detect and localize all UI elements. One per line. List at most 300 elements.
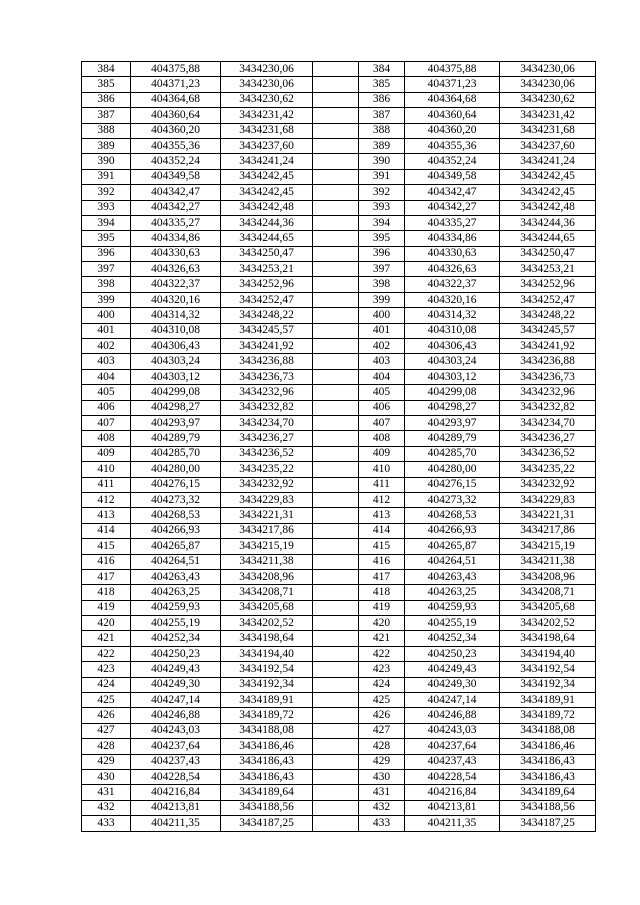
left-point-number-cell: 386 <box>82 92 131 107</box>
left-x-coordinate-cell: 404352,24 <box>131 154 221 169</box>
left-point-number-cell: 414 <box>82 523 131 538</box>
left-y-coordinate-cell: 3434232,92 <box>221 477 313 492</box>
left-point-number-cell: 389 <box>82 138 131 153</box>
column-gap <box>313 369 359 384</box>
right-point-number-cell: 398 <box>359 277 405 292</box>
column-gap <box>313 785 359 800</box>
left-y-coordinate-cell: 3434205,68 <box>221 600 313 615</box>
column-gap <box>313 354 359 369</box>
right-x-coordinate-cell: 404289,79 <box>405 431 500 446</box>
table-row <box>82 662 596 677</box>
right-point-number-cell: 417 <box>359 569 405 584</box>
left-x-coordinate-cell: 404237,43 <box>131 754 221 769</box>
left-point-number-cell: 399 <box>82 292 131 307</box>
left-x-coordinate-cell: 404246,88 <box>131 708 221 723</box>
right-y-coordinate-cell: 3434186,46 <box>500 739 596 754</box>
column-gap <box>313 616 359 631</box>
column-gap <box>313 385 359 400</box>
right-point-number-cell: 390 <box>359 154 405 169</box>
right-point-number-cell: 415 <box>359 539 405 554</box>
right-y-coordinate-cell: 3434231,42 <box>500 108 596 123</box>
left-y-coordinate-cell: 3434229,83 <box>221 492 313 507</box>
right-y-coordinate-cell: 3434241,92 <box>500 339 596 354</box>
table-row <box>82 708 596 723</box>
table-row <box>82 754 596 769</box>
right-point-number-cell: 418 <box>359 585 405 600</box>
left-x-coordinate-cell: 404243,03 <box>131 723 221 738</box>
left-y-coordinate-cell: 3434253,21 <box>221 262 313 277</box>
right-x-coordinate-cell: 404237,64 <box>405 739 500 754</box>
left-x-coordinate-cell: 404349,58 <box>131 169 221 184</box>
left-y-coordinate-cell: 3434217,86 <box>221 523 313 538</box>
left-x-coordinate-cell: 404273,32 <box>131 492 221 507</box>
left-point-number-cell: 419 <box>82 600 131 615</box>
column-gap <box>313 92 359 107</box>
right-y-coordinate-cell: 3434189,64 <box>500 785 596 800</box>
left-y-coordinate-cell: 3434231,68 <box>221 123 313 138</box>
left-y-coordinate-cell: 3434236,73 <box>221 369 313 384</box>
right-x-coordinate-cell: 404355,36 <box>405 138 500 153</box>
right-y-coordinate-cell: 3434202,52 <box>500 616 596 631</box>
column-gap <box>313 277 359 292</box>
right-y-coordinate-cell: 3434217,86 <box>500 523 596 538</box>
column-gap <box>313 200 359 215</box>
right-point-number-cell: 400 <box>359 308 405 323</box>
table-row <box>82 385 596 400</box>
left-point-number-cell: 424 <box>82 677 131 692</box>
left-x-coordinate-cell: 404342,27 <box>131 200 221 215</box>
right-point-number-cell: 426 <box>359 708 405 723</box>
column-gap <box>313 693 359 708</box>
column-gap <box>313 292 359 307</box>
column-gap <box>313 215 359 230</box>
left-x-coordinate-cell: 404360,20 <box>131 123 221 138</box>
left-point-number-cell: 415 <box>82 539 131 554</box>
left-y-coordinate-cell: 3434202,52 <box>221 616 313 631</box>
table-row <box>82 554 596 569</box>
left-y-coordinate-cell: 3434230,06 <box>221 62 313 77</box>
right-x-coordinate-cell: 404298,27 <box>405 400 500 415</box>
right-x-coordinate-cell: 404266,93 <box>405 523 500 538</box>
left-x-coordinate-cell: 404360,64 <box>131 108 221 123</box>
table-row <box>82 92 596 107</box>
column-gap <box>313 154 359 169</box>
left-point-number-cell: 431 <box>82 785 131 800</box>
right-x-coordinate-cell: 404280,00 <box>405 462 500 477</box>
right-point-number-cell: 397 <box>359 262 405 277</box>
right-point-number-cell: 401 <box>359 323 405 338</box>
right-x-coordinate-cell: 404334,86 <box>405 231 500 246</box>
left-point-number-cell: 425 <box>82 693 131 708</box>
left-point-number-cell: 429 <box>82 754 131 769</box>
table-row <box>82 800 596 815</box>
right-y-coordinate-cell: 3434236,27 <box>500 431 596 446</box>
column-gap <box>313 554 359 569</box>
table-row <box>82 277 596 292</box>
right-y-coordinate-cell: 3434221,31 <box>500 508 596 523</box>
right-y-coordinate-cell: 3434242,45 <box>500 169 596 184</box>
left-x-coordinate-cell: 404355,36 <box>131 138 221 153</box>
right-y-coordinate-cell: 3434189,91 <box>500 693 596 708</box>
left-point-number-cell: 388 <box>82 123 131 138</box>
right-x-coordinate-cell: 404259,93 <box>405 600 500 615</box>
table-row <box>82 323 596 338</box>
column-gap <box>313 138 359 153</box>
right-x-coordinate-cell: 404264,51 <box>405 554 500 569</box>
left-x-coordinate-cell: 404211,35 <box>131 816 221 831</box>
column-gap <box>313 569 359 584</box>
column-gap <box>313 816 359 831</box>
left-point-number-cell: 395 <box>82 231 131 246</box>
column-gap <box>313 523 359 538</box>
table-row <box>82 816 596 831</box>
left-y-coordinate-cell: 3434232,82 <box>221 400 313 415</box>
right-x-coordinate-cell: 404303,24 <box>405 354 500 369</box>
right-x-coordinate-cell: 404237,43 <box>405 754 500 769</box>
right-y-coordinate-cell: 3434252,47 <box>500 292 596 307</box>
right-point-number-cell: 392 <box>359 185 405 200</box>
right-y-coordinate-cell: 3434241,24 <box>500 154 596 169</box>
left-y-coordinate-cell: 3434189,64 <box>221 785 313 800</box>
left-x-coordinate-cell: 404364,68 <box>131 92 221 107</box>
left-y-coordinate-cell: 3434208,96 <box>221 569 313 584</box>
right-y-coordinate-cell: 3434189,72 <box>500 708 596 723</box>
left-x-coordinate-cell: 404255,19 <box>131 616 221 631</box>
left-y-coordinate-cell: 3434186,43 <box>221 769 313 784</box>
table-row <box>82 108 596 123</box>
left-y-coordinate-cell: 3434208,71 <box>221 585 313 600</box>
column-gap <box>313 477 359 492</box>
left-y-coordinate-cell: 3434235,22 <box>221 462 313 477</box>
table-row <box>82 693 596 708</box>
left-point-number-cell: 392 <box>82 185 131 200</box>
table-row <box>82 477 596 492</box>
right-y-coordinate-cell: 3434208,96 <box>500 569 596 584</box>
left-x-coordinate-cell: 404314,32 <box>131 308 221 323</box>
left-x-coordinate-cell: 404263,25 <box>131 585 221 600</box>
table-row <box>82 200 596 215</box>
right-point-number-cell: 414 <box>359 523 405 538</box>
left-x-coordinate-cell: 404375,88 <box>131 62 221 77</box>
right-point-number-cell: 412 <box>359 492 405 507</box>
right-point-number-cell: 432 <box>359 800 405 815</box>
right-x-coordinate-cell: 404303,12 <box>405 369 500 384</box>
left-x-coordinate-cell: 404330,63 <box>131 246 221 261</box>
left-y-coordinate-cell: 3434236,52 <box>221 446 313 461</box>
right-y-coordinate-cell: 3434252,96 <box>500 277 596 292</box>
column-gap <box>313 492 359 507</box>
left-y-coordinate-cell: 3434248,22 <box>221 308 313 323</box>
right-y-coordinate-cell: 3434235,22 <box>500 462 596 477</box>
right-x-coordinate-cell: 404371,23 <box>405 77 500 92</box>
right-x-coordinate-cell: 404299,08 <box>405 385 500 400</box>
table-row <box>82 677 596 692</box>
right-point-number-cell: 409 <box>359 446 405 461</box>
column-gap <box>313 662 359 677</box>
left-point-number-cell: 422 <box>82 646 131 661</box>
left-y-coordinate-cell: 3434241,24 <box>221 154 313 169</box>
right-y-coordinate-cell: 3434234,70 <box>500 415 596 430</box>
column-gap <box>313 723 359 738</box>
table-row <box>82 138 596 153</box>
left-y-coordinate-cell: 3434198,64 <box>221 631 313 646</box>
table-row <box>82 169 596 184</box>
left-y-coordinate-cell: 3434192,34 <box>221 677 313 692</box>
right-point-number-cell: 430 <box>359 769 405 784</box>
right-y-coordinate-cell: 3434236,73 <box>500 369 596 384</box>
left-y-coordinate-cell: 3434221,31 <box>221 508 313 523</box>
left-y-coordinate-cell: 3434242,45 <box>221 169 313 184</box>
left-x-coordinate-cell: 404265,87 <box>131 539 221 554</box>
left-x-coordinate-cell: 404228,54 <box>131 769 221 784</box>
column-gap <box>313 754 359 769</box>
left-point-number-cell: 427 <box>82 723 131 738</box>
left-point-number-cell: 387 <box>82 108 131 123</box>
table-row <box>82 523 596 538</box>
right-x-coordinate-cell: 404255,19 <box>405 616 500 631</box>
left-y-coordinate-cell: 3434230,06 <box>221 77 313 92</box>
left-x-coordinate-cell: 404320,16 <box>131 292 221 307</box>
left-y-coordinate-cell: 3434231,42 <box>221 108 313 123</box>
right-point-number-cell: 404 <box>359 369 405 384</box>
right-point-number-cell: 419 <box>359 600 405 615</box>
right-point-number-cell: 386 <box>359 92 405 107</box>
left-x-coordinate-cell: 404266,93 <box>131 523 221 538</box>
right-point-number-cell: 420 <box>359 616 405 631</box>
left-y-coordinate-cell: 3434189,72 <box>221 708 313 723</box>
table-row <box>82 616 596 631</box>
right-point-number-cell: 431 <box>359 785 405 800</box>
table-row <box>82 723 596 738</box>
left-point-number-cell: 428 <box>82 739 131 754</box>
right-point-number-cell: 385 <box>359 77 405 92</box>
left-y-coordinate-cell: 3434236,27 <box>221 431 313 446</box>
right-point-number-cell: 428 <box>359 739 405 754</box>
right-point-number-cell: 395 <box>359 231 405 246</box>
left-x-coordinate-cell: 404371,23 <box>131 77 221 92</box>
right-x-coordinate-cell: 404335,27 <box>405 215 500 230</box>
column-gap <box>313 539 359 554</box>
table-row <box>82 569 596 584</box>
left-x-coordinate-cell: 404342,47 <box>131 185 221 200</box>
left-point-number-cell: 393 <box>82 200 131 215</box>
left-y-coordinate-cell: 3434188,56 <box>221 800 313 815</box>
right-x-coordinate-cell: 404360,64 <box>405 108 500 123</box>
right-x-coordinate-cell: 404342,27 <box>405 200 500 215</box>
left-point-number-cell: 411 <box>82 477 131 492</box>
right-x-coordinate-cell: 404364,68 <box>405 92 500 107</box>
column-gap <box>313 123 359 138</box>
right-point-number-cell: 403 <box>359 354 405 369</box>
left-x-coordinate-cell: 404249,43 <box>131 662 221 677</box>
right-point-number-cell: 408 <box>359 431 405 446</box>
right-point-number-cell: 388 <box>359 123 405 138</box>
right-y-coordinate-cell: 3434186,43 <box>500 754 596 769</box>
right-x-coordinate-cell: 404268,53 <box>405 508 500 523</box>
left-point-number-cell: 432 <box>82 800 131 815</box>
column-gap <box>313 446 359 461</box>
left-point-number-cell: 410 <box>82 462 131 477</box>
left-x-coordinate-cell: 404280,00 <box>131 462 221 477</box>
left-x-coordinate-cell: 404335,27 <box>131 215 221 230</box>
left-y-coordinate-cell: 3434215,19 <box>221 539 313 554</box>
right-x-coordinate-cell: 404263,25 <box>405 585 500 600</box>
left-point-number-cell: 417 <box>82 569 131 584</box>
left-point-number-cell: 421 <box>82 631 131 646</box>
right-y-coordinate-cell: 3434187,25 <box>500 816 596 831</box>
left-point-number-cell: 433 <box>82 816 131 831</box>
left-y-coordinate-cell: 3434252,47 <box>221 292 313 307</box>
right-x-coordinate-cell: 404285,70 <box>405 446 500 461</box>
right-point-number-cell: 421 <box>359 631 405 646</box>
left-point-number-cell: 426 <box>82 708 131 723</box>
table-row <box>82 62 596 77</box>
left-x-coordinate-cell: 404306,43 <box>131 339 221 354</box>
table-row <box>82 785 596 800</box>
left-point-number-cell: 430 <box>82 769 131 784</box>
right-x-coordinate-cell: 404293,97 <box>405 415 500 430</box>
right-point-number-cell: 393 <box>359 200 405 215</box>
right-point-number-cell: 399 <box>359 292 405 307</box>
right-x-coordinate-cell: 404322,37 <box>405 277 500 292</box>
right-y-coordinate-cell: 3434232,92 <box>500 477 596 492</box>
left-point-number-cell: 407 <box>82 415 131 430</box>
left-point-number-cell: 413 <box>82 508 131 523</box>
left-point-number-cell: 398 <box>82 277 131 292</box>
left-y-coordinate-cell: 3434244,65 <box>221 231 313 246</box>
left-y-coordinate-cell: 3434211,38 <box>221 554 313 569</box>
left-point-number-cell: 409 <box>82 446 131 461</box>
right-y-coordinate-cell: 3434250,47 <box>500 246 596 261</box>
left-y-coordinate-cell: 3434192,54 <box>221 662 313 677</box>
right-point-number-cell: 411 <box>359 477 405 492</box>
column-gap <box>313 77 359 92</box>
table-row <box>82 446 596 461</box>
right-x-coordinate-cell: 404330,63 <box>405 246 500 261</box>
right-point-number-cell: 427 <box>359 723 405 738</box>
left-x-coordinate-cell: 404322,37 <box>131 277 221 292</box>
right-x-coordinate-cell: 404320,16 <box>405 292 500 307</box>
table-row <box>82 539 596 554</box>
table-row <box>82 646 596 661</box>
left-x-coordinate-cell: 404252,34 <box>131 631 221 646</box>
right-y-coordinate-cell: 3434232,96 <box>500 385 596 400</box>
left-y-coordinate-cell: 3434194,40 <box>221 646 313 661</box>
left-x-coordinate-cell: 404263,43 <box>131 569 221 584</box>
left-point-number-cell: 423 <box>82 662 131 677</box>
left-point-number-cell: 391 <box>82 169 131 184</box>
left-x-coordinate-cell: 404298,27 <box>131 400 221 415</box>
right-point-number-cell: 433 <box>359 816 405 831</box>
right-point-number-cell: 407 <box>359 415 405 430</box>
right-x-coordinate-cell: 404249,43 <box>405 662 500 677</box>
right-y-coordinate-cell: 3434198,64 <box>500 631 596 646</box>
left-y-coordinate-cell: 3434188,08 <box>221 723 313 738</box>
left-x-coordinate-cell: 404216,84 <box>131 785 221 800</box>
left-y-coordinate-cell: 3434186,46 <box>221 739 313 754</box>
right-point-number-cell: 425 <box>359 693 405 708</box>
left-y-coordinate-cell: 3434187,25 <box>221 816 313 831</box>
column-gap <box>313 339 359 354</box>
right-x-coordinate-cell: 404360,20 <box>405 123 500 138</box>
right-x-coordinate-cell: 404211,35 <box>405 816 500 831</box>
column-gap <box>313 308 359 323</box>
right-x-coordinate-cell: 404273,32 <box>405 492 500 507</box>
column-gap <box>313 739 359 754</box>
right-x-coordinate-cell: 404326,63 <box>405 262 500 277</box>
left-point-number-cell: 418 <box>82 585 131 600</box>
right-y-coordinate-cell: 3434248,22 <box>500 308 596 323</box>
right-x-coordinate-cell: 404352,24 <box>405 154 500 169</box>
left-x-coordinate-cell: 404268,53 <box>131 508 221 523</box>
left-point-number-cell: 397 <box>82 262 131 277</box>
right-x-coordinate-cell: 404263,43 <box>405 569 500 584</box>
right-point-number-cell: 416 <box>359 554 405 569</box>
right-point-number-cell: 413 <box>359 508 405 523</box>
left-y-coordinate-cell: 3434186,43 <box>221 754 313 769</box>
left-point-number-cell: 402 <box>82 339 131 354</box>
column-gap <box>313 600 359 615</box>
right-point-number-cell: 405 <box>359 385 405 400</box>
left-y-coordinate-cell: 3434237,60 <box>221 138 313 153</box>
left-x-coordinate-cell: 404259,93 <box>131 600 221 615</box>
column-gap <box>313 631 359 646</box>
table-row <box>82 492 596 507</box>
left-y-coordinate-cell: 3434234,70 <box>221 415 313 430</box>
table-row <box>82 508 596 523</box>
table-row <box>82 339 596 354</box>
right-point-number-cell: 396 <box>359 246 405 261</box>
left-y-coordinate-cell: 3434250,47 <box>221 246 313 261</box>
right-x-coordinate-cell: 404246,88 <box>405 708 500 723</box>
right-y-coordinate-cell: 3434244,65 <box>500 231 596 246</box>
right-point-number-cell: 387 <box>359 108 405 123</box>
right-y-coordinate-cell: 3434211,38 <box>500 554 596 569</box>
right-x-coordinate-cell: 404213,81 <box>405 800 500 815</box>
table-row <box>82 769 596 784</box>
right-x-coordinate-cell: 404276,15 <box>405 477 500 492</box>
left-x-coordinate-cell: 404285,70 <box>131 446 221 461</box>
table-row <box>82 123 596 138</box>
left-x-coordinate-cell: 404276,15 <box>131 477 221 492</box>
column-gap <box>313 431 359 446</box>
left-x-coordinate-cell: 404293,97 <box>131 415 221 430</box>
right-x-coordinate-cell: 404250,23 <box>405 646 500 661</box>
right-y-coordinate-cell: 3434242,48 <box>500 200 596 215</box>
table-row <box>82 369 596 384</box>
left-point-number-cell: 400 <box>82 308 131 323</box>
right-point-number-cell: 424 <box>359 677 405 692</box>
left-y-coordinate-cell: 3434236,88 <box>221 354 313 369</box>
left-y-coordinate-cell: 3434244,36 <box>221 215 313 230</box>
right-point-number-cell: 402 <box>359 339 405 354</box>
column-gap <box>313 585 359 600</box>
left-x-coordinate-cell: 404237,64 <box>131 739 221 754</box>
right-y-coordinate-cell: 3434188,56 <box>500 800 596 815</box>
table-row <box>82 292 596 307</box>
left-point-number-cell: 420 <box>82 616 131 631</box>
right-x-coordinate-cell: 404314,32 <box>405 308 500 323</box>
left-point-number-cell: 403 <box>82 354 131 369</box>
column-gap <box>313 462 359 477</box>
right-x-coordinate-cell: 404252,34 <box>405 631 500 646</box>
right-x-coordinate-cell: 404247,14 <box>405 693 500 708</box>
right-y-coordinate-cell: 3434242,45 <box>500 185 596 200</box>
table-row <box>82 77 596 92</box>
left-point-number-cell: 416 <box>82 554 131 569</box>
left-point-number-cell: 406 <box>82 400 131 415</box>
right-y-coordinate-cell: 3434244,36 <box>500 215 596 230</box>
